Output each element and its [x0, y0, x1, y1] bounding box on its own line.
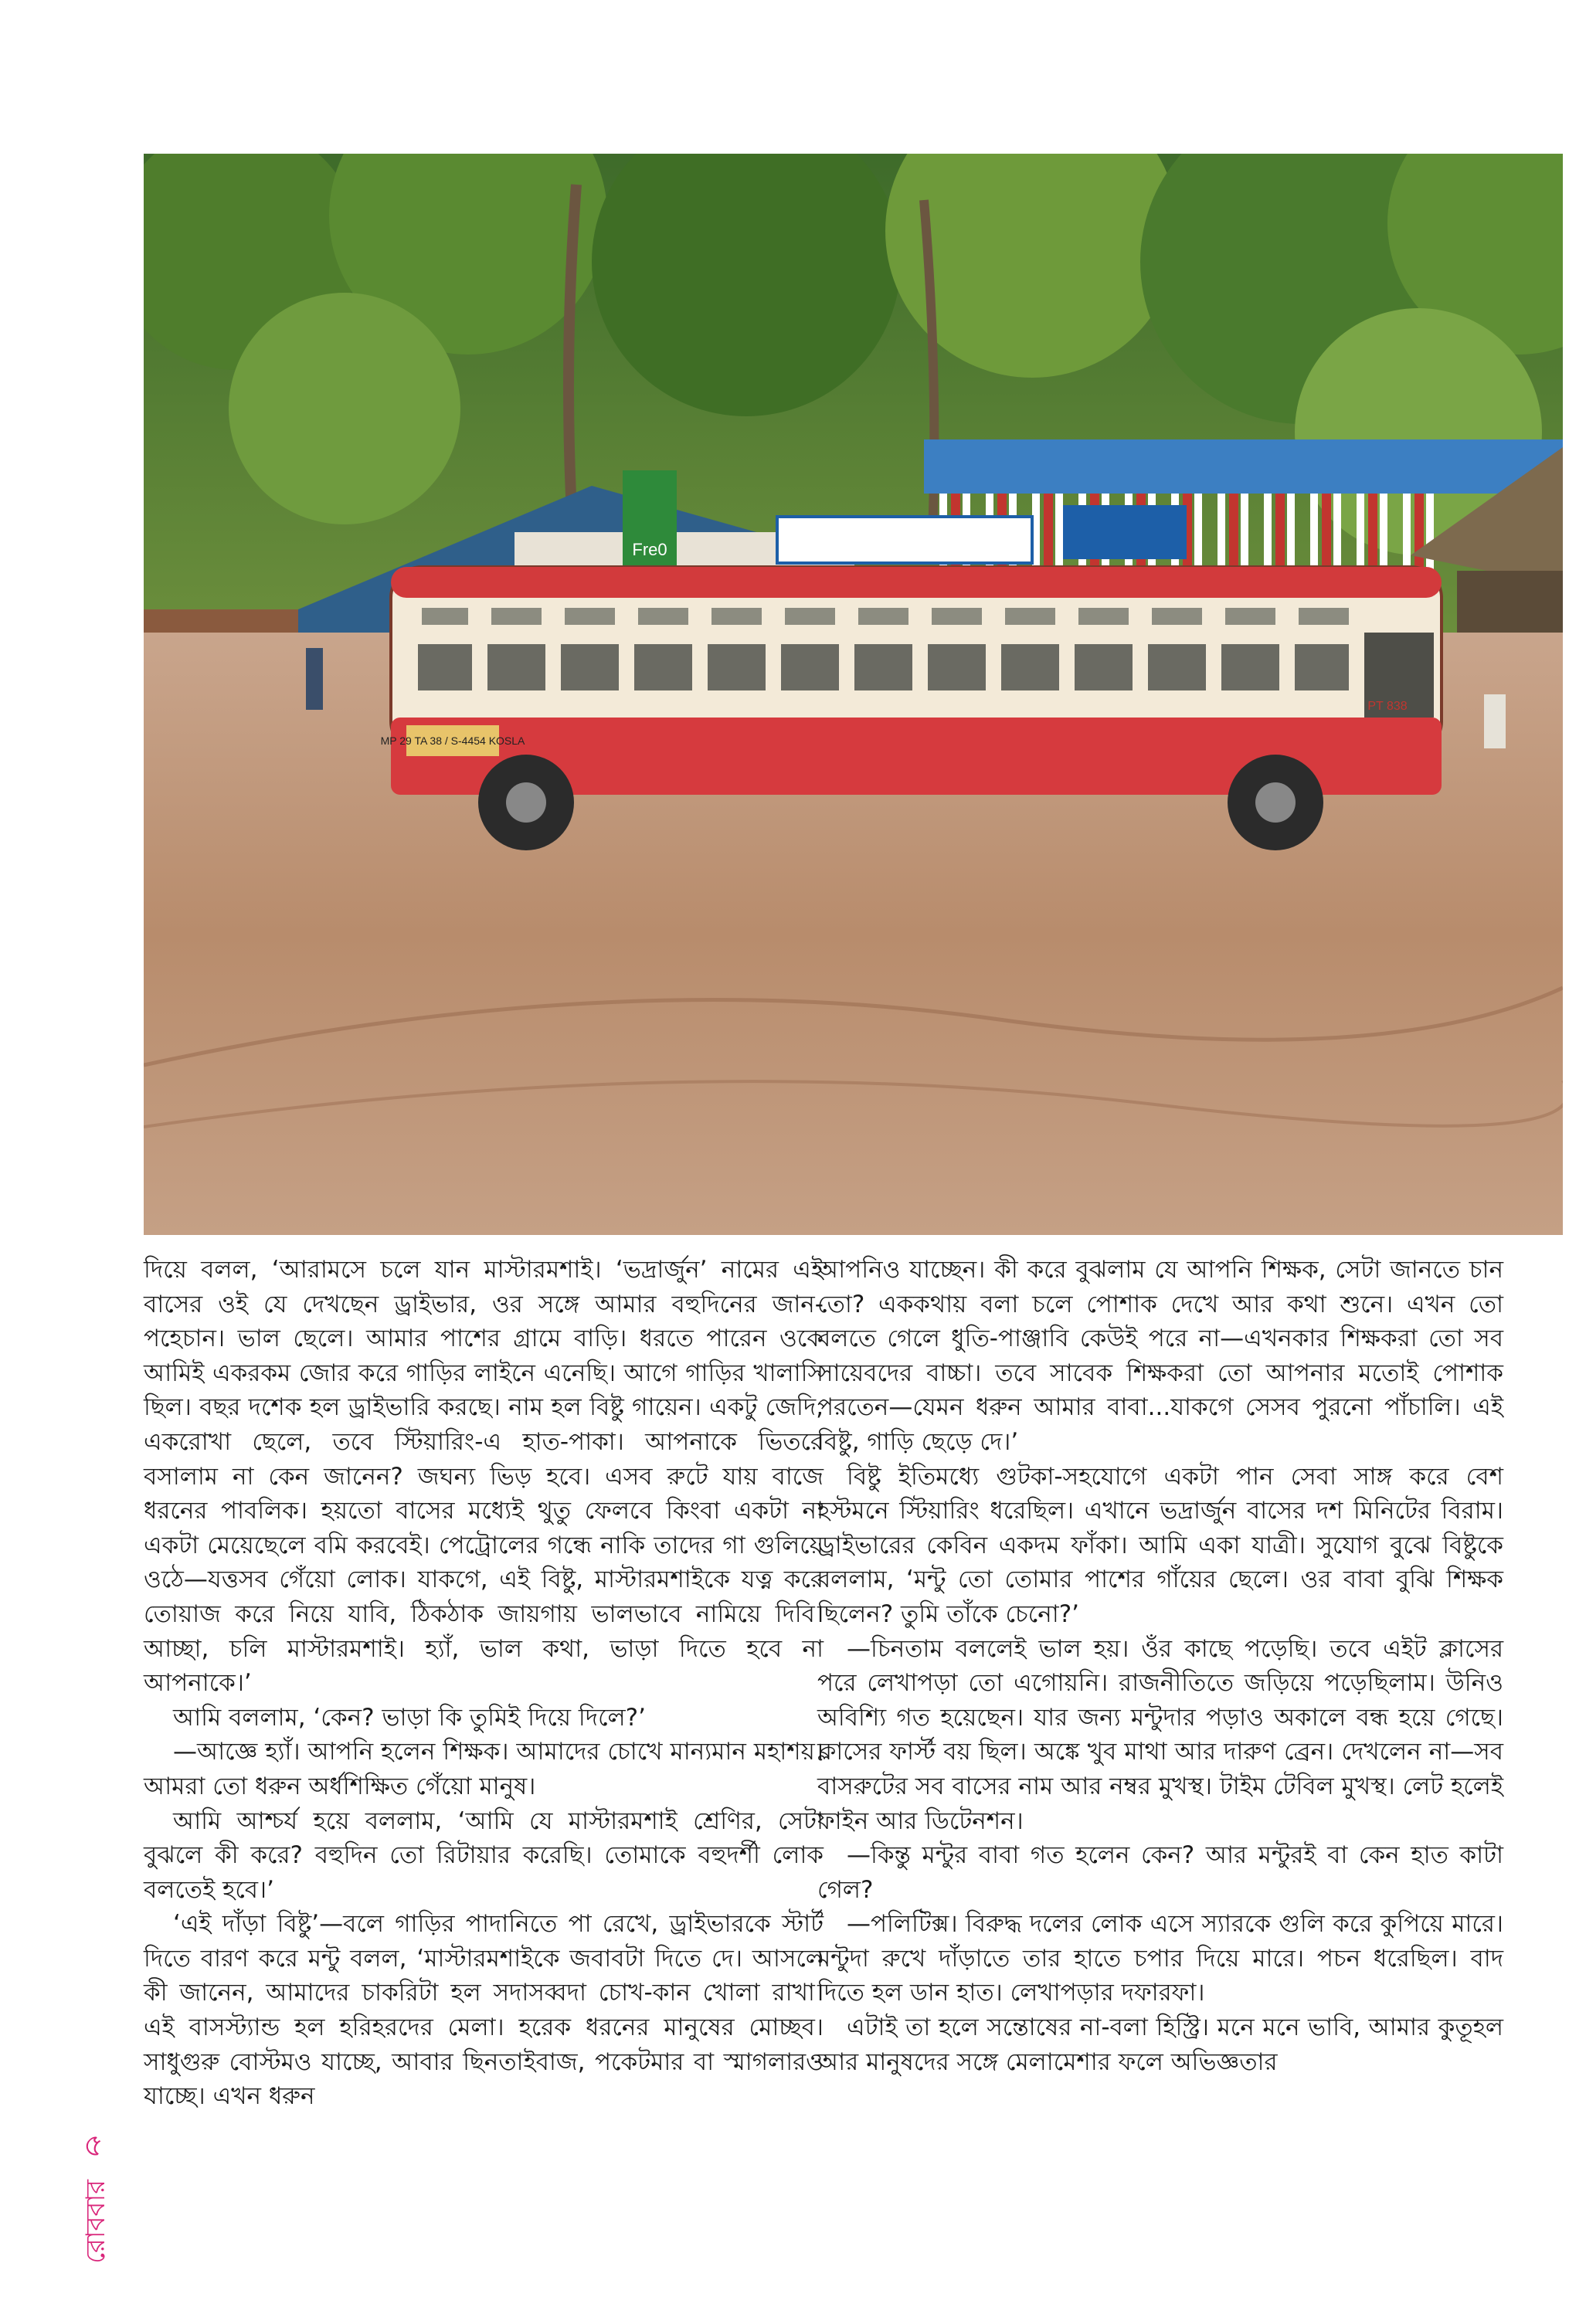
brand-sign-text: Fre0 [632, 540, 667, 559]
blue-banner [1063, 505, 1187, 559]
paragraph: আপনিও যাচ্ছেন। কী করে বুঝলাম যে আপনি শিক্ষক, সেটা জানতে চান তো? এককথায় বলা চলে পোশাক দেখে আর কথা শুনে। এখন তো বলতে গেলে ধুতি-পাঞ্জাবি কেউই পরে না—এখনকার শিক্ষকরা তো সব সায়েবদের বাচ্চা। তবে সাবেক শিক্ষকরা তো আপনার মতোই পোশাক পরতেন—যেমন ধরুন আমার বাবা...যাকগে সেসব পুরনো পাঁচালি। এই বিষ্টু, গাড়ি ছেড়ে দে।’ [817, 1256, 1503, 1456]
tamil-banner [777, 517, 1032, 563]
paragraph: ‘এই দাঁড়া বিষ্টু’—বলে গাড়ির পাদানিতে পা রেখে, ড্রাইভারকে স্টার্ট দিতে বারণ করে মন্টু বলল, ‘মাস্টারমশাইকে জবাবটা দিতে দে। আসলে কী জানেন, আমাদের চাকরিটা হল সদাসব্বদা চোখ-কান খোলা রাখা। এই বাসস্ট্যান্ড হল হরিহরদের মেলা। হরেক ধরনের মানুষের মোচ্ছব। সাধুগুরু বোস্টমও যাচ্ছে, আবার ছিনতাইবাজ, পকেটমার বা স্মাগলারও যাচ্ছে। এখন ধরুন [144, 1910, 824, 2111]
paragraph: দিয়ে বলল, ‘আরামসে চলে যান মাস্টারমশাই। ‘ভদ্রার্জুন’ নামের এই বাসের ওই যে দেখছেন ড্রাইভার, ওর সঙ্গে আমার বহুদিনের জান-পহেচান। ভাল ছেলে। আমার পাশের গ্রামে বাড়ি। ধরতে পারেন ওকে আমিই একরকম জোর করে গাড়ির লাইনে এনেছি। আগে গাড়ির খালাসি ছিল। বছর দশেক হল ড্রাইভারি করছে। নাম হল বিষ্টু গায়েন। একটু জেদি, একরোখা ছেলে, তবে স্টিয়ারিং-এ হাত-পাকা। আপনাকে ভিতরে বসালাম না কেন জানেন? জঘন্য ভিড় হবে। এসব রুটে যায় বাজে ধরনের পাবলিক। হয়তো বাসের মধ্যেই থুতু ফেলবে কিংবা একটা না একটা মেয়েছেলে বমি করবেই। পেট্রোলের গন্ধে নাকি তাদের গা গুলিয়ে ওঠে—যত্তসব গেঁয়ো লোক। যাকগে, এই বিষ্টু, মাস্টারমশাইকে যত্ন করে তোয়াজ করে নিয়ে যাবি, ঠিকঠাক জায়গায় ভালভাবে নামিয়ে দিবি। আচ্ছা, চলি মাস্টারমশাই। হ্যাঁ, ভাল কথা, ভাড়া দিতে হবে না আপনাকে।’ [144, 1256, 824, 1698]
paragraph: আমি বললাম, ‘কেন? ভাড়া কি তুমিই দিয়ে দিলে?’ [173, 1703, 646, 1732]
temple-wall [924, 439, 1563, 494]
bus-side-text: PT 838 [1367, 700, 1408, 713]
bus-station-photo [144, 154, 1563, 1235]
paragraph: আমি আশ্চর্য হয়ে বললাম, ‘আমি যে মাস্টারমশাই শ্রেণির, সেটা বুঝলে কী করে? বহুদিন তো রিটায়ার করেছি। তোমাকে বহুদর্শী লোক বলতেই হবে।’ [144, 1807, 824, 1904]
left-text-column [144, 1253, 824, 2114]
paragraph: —পলিটিক্স। বিরুদ্ধ দলের লোক এসে স্যারকে গুলি করে কুপিয়ে মারে। মন্টুদা রুখে দাঁড়াতে তার হাতে চপার দিয়ে মারে। পচন ধরেছিল। বাদ দিতে হল ডান হাত। লেখাপড়ার দফারফা। [817, 1910, 1503, 2007]
bus-plate-text: MP 29 TA 38 / S-4454 KOSLA [380, 735, 525, 747]
magazine-name: রোববার [80, 2180, 111, 2264]
photo-illustration [144, 154, 1563, 1235]
paragraph: —আজ্ঞে হ্যাঁ। আপনি হলেন শিক্ষক। আমাদের চোখে মান্যমান মহাশয়। আমরা তো ধরুন অর্ধশিক্ষিত গেঁয়ো মানুষ। [144, 1738, 824, 1800]
paragraph: —চিনতাম বললেই ভাল হয়। ওঁর কাছে পড়েছি। তবে এইট ক্লাসের পরে লেখাপড়া তো এগোয়নি। রাজনীতিতে জড়িয়ে পড়েছিলাম। উনিও অবিশ্যি গত হয়েছেন। যার জন্য মন্টুদার পড়াও অকালে বন্ধ হয়ে গেছে। ক্লাসের ফার্স্ট বয় ছিল। অঙ্কে খুব মাথা আর দারুণ ব্রেন। দেখলেন না—সব বাসরুটের সব বাসের নাম আর নম্বর মুখস্থ। টাইম টেবিল মুখস্থ। লেট হলেই ফাইন আর ডিটেনশন। [817, 1634, 1503, 1835]
paragraph: এটাই তা হলে সন্তোষের না-বলা হিস্ট্রি। মনে মনে ভাবি, আমার কুতূহল আর মানুষদের সঙ্গে মেলামেশার ফলে অভিজ্ঞতার [817, 2014, 1503, 2076]
paragraph: বিষ্টু ইতিমধ্যে গুটকা-সহযোগে একটা পান সেবা সাঙ্গ করে বেশ হস্টমনে স্টিয়ারিং ধরেছিল। এখানে ভদ্রার্জুন বাসের দশ মিনিটের বিরাম। ড্রাইভারের কেবিন একদম ফাঁকা। আমি একা যাত্রী। সুযোগ বুঝে বিষ্টুকে বললাম, ‘মন্টু তো তোমার পাশের গাঁয়ের ছেলে। ওর বাবা বুঝি শিক্ষক ছিলেন? তুমি তাঁকে চেনো?’ [817, 1462, 1503, 1628]
right-text-column [817, 1253, 1503, 2079]
page-number: ৫ [83, 2128, 104, 2163]
paragraph: —কিন্তু মন্টুর বাবা গত হলেন কেন? আর মন্টুরই বা কেন হাত কাটা গেল? [817, 1841, 1503, 1904]
